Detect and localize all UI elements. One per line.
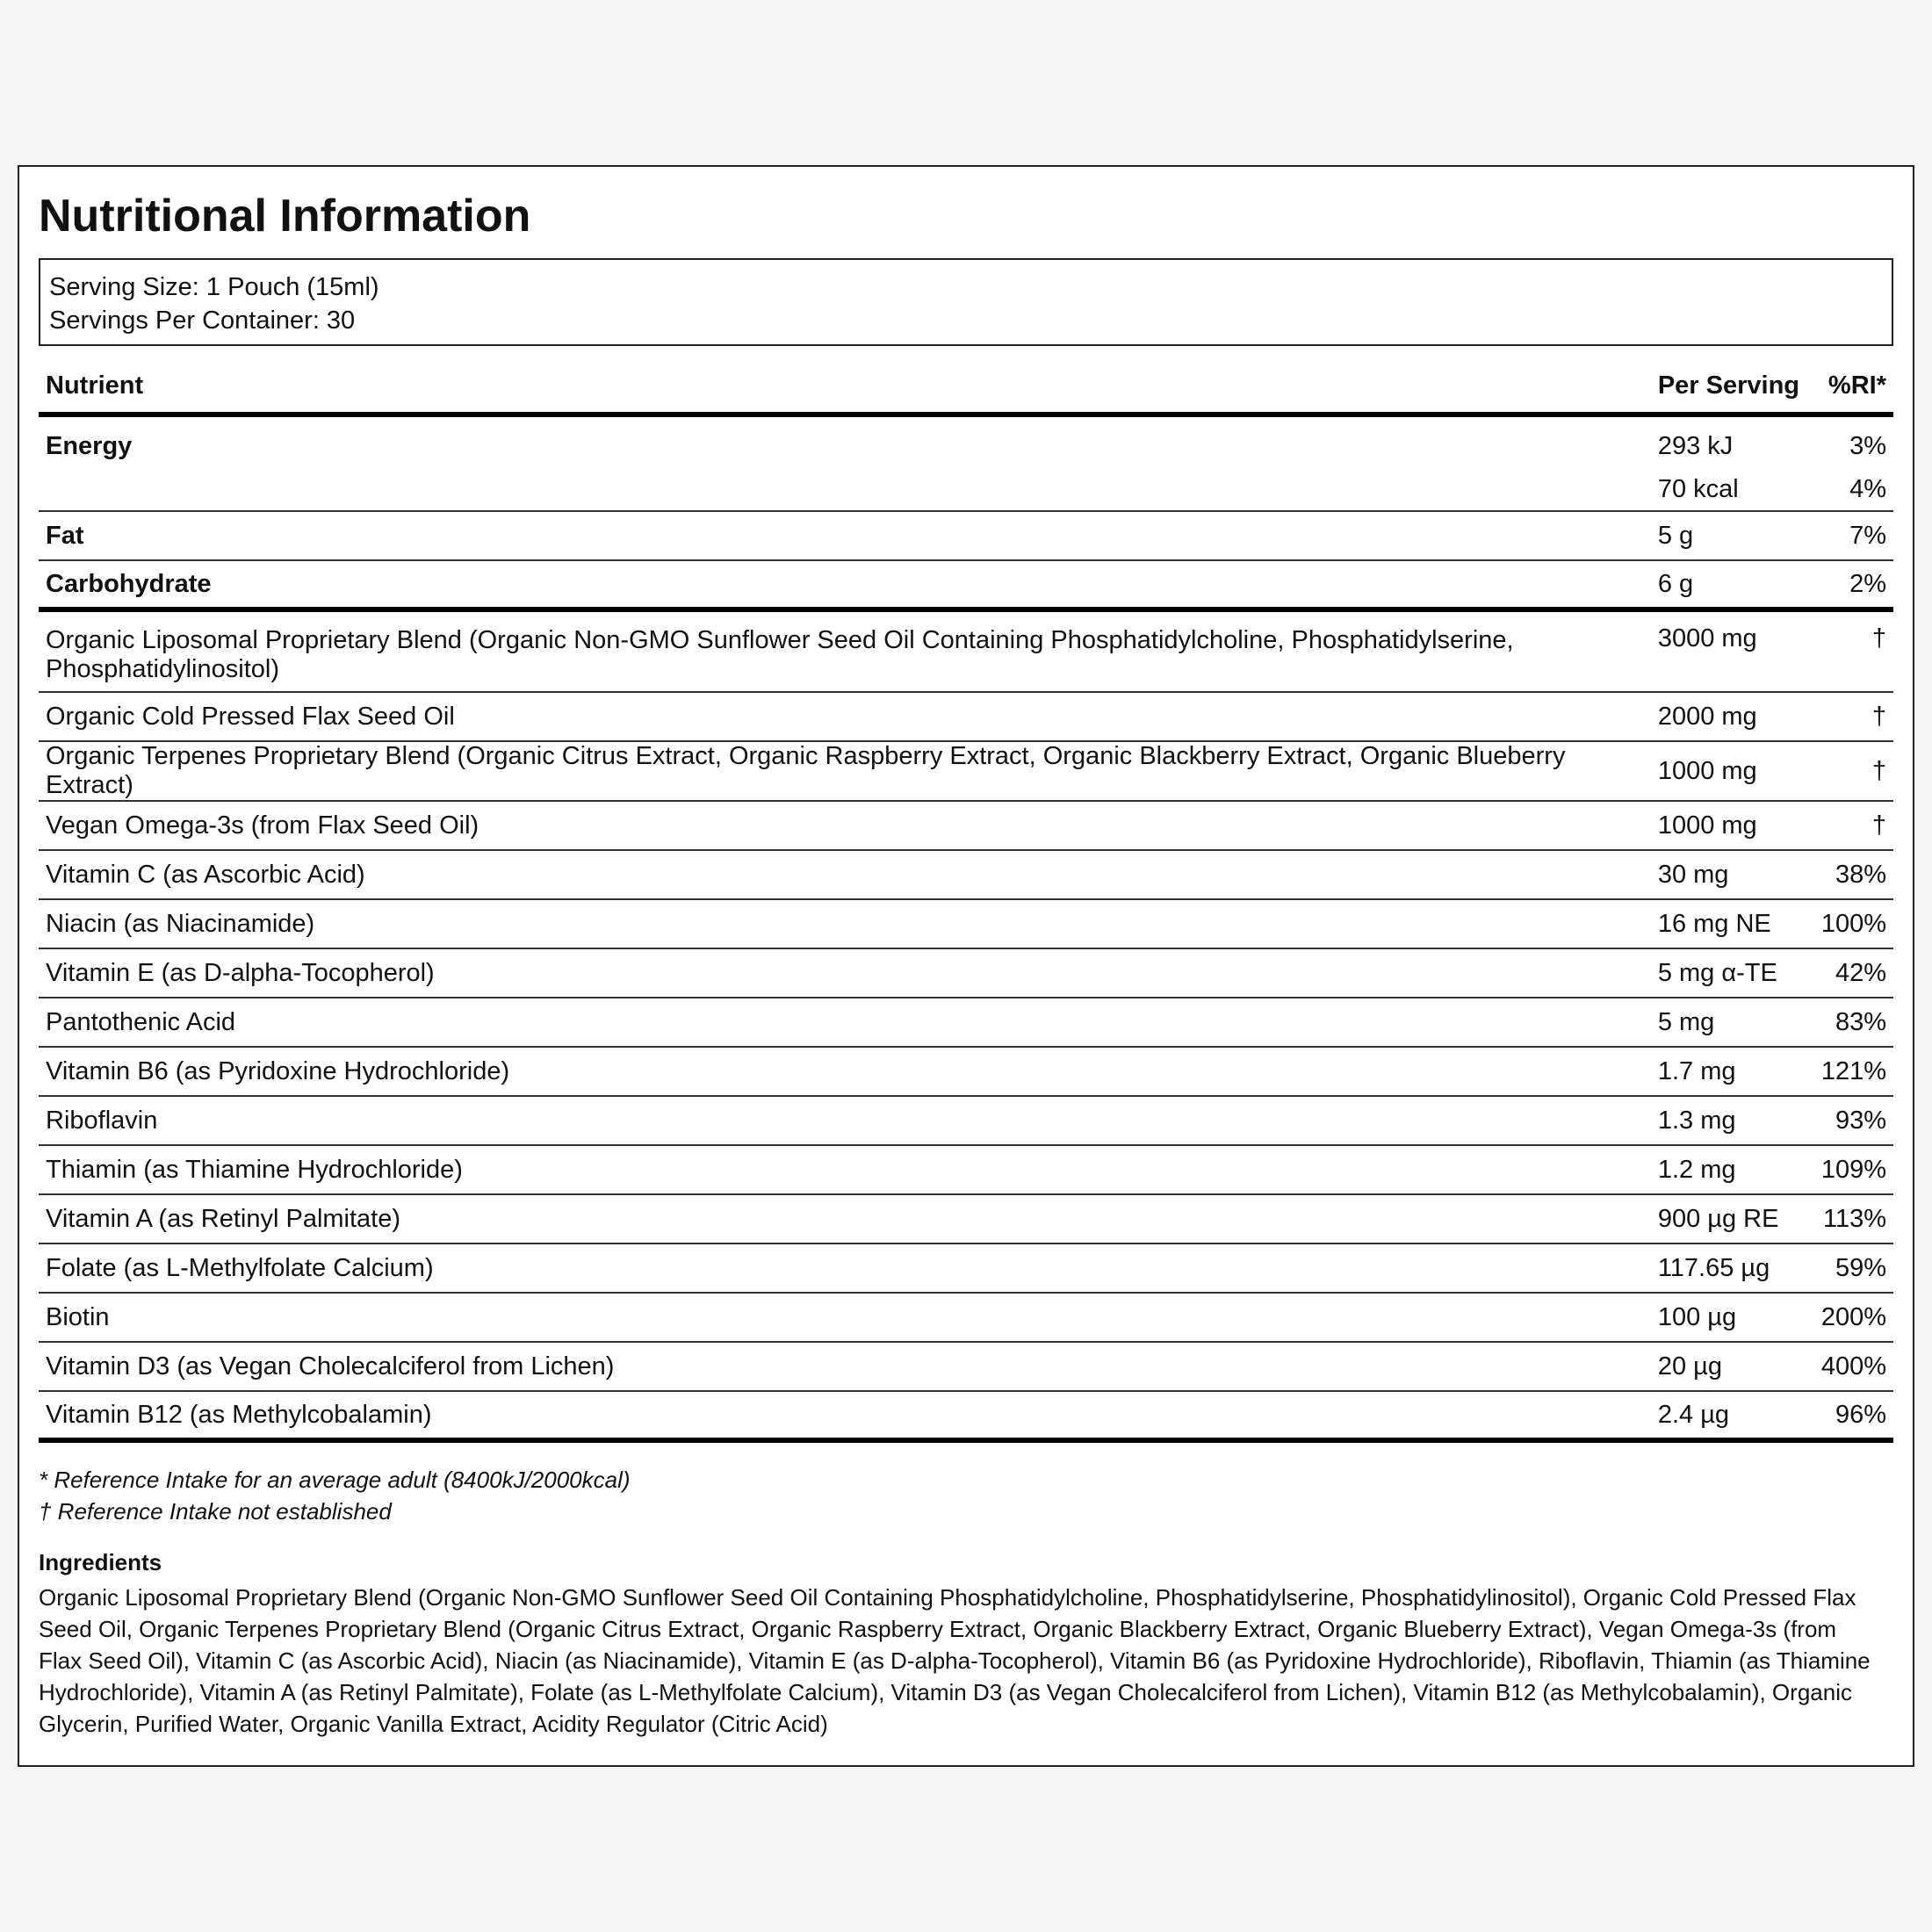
nutrient-name: Folate (as L-Methylfolate Calcium)	[46, 1253, 434, 1282]
nutrient-name: Vitamin B12 (as Methylcobalamin)	[46, 1400, 432, 1429]
nutrient-name: Vitamin D3 (as Vegan Cholecalciferol from Lichen)	[46, 1352, 615, 1381]
energy-kcal-ri: 4%	[1849, 475, 1886, 503]
nutrient-amount: 5 mg	[1657, 1007, 1715, 1036]
nutrient-amount: 2000 mg	[1657, 702, 1757, 731]
table-header-row	[39, 360, 1893, 415]
serving-size: Serving Size: 1 Pouch (15ml)	[49, 273, 379, 301]
nutrient-name: Organic Cold Pressed Flax Seed Oil	[46, 702, 455, 731]
table-row	[39, 1194, 1893, 1244]
carbohydrate-amount: 6 g	[1657, 569, 1694, 598]
nutrient-amount: 2.4 µg	[1657, 1400, 1730, 1429]
nutrient-ri: 93%	[1835, 1106, 1886, 1135]
nutrient-ri: †	[1871, 756, 1886, 785]
nutrient-amount: 1.2 mg	[1657, 1155, 1736, 1184]
table-row	[39, 1244, 1893, 1293]
nutrient-ri: 400%	[1820, 1352, 1886, 1381]
table-row	[39, 609, 1893, 692]
footnote-ri: * Reference Intake for an average adult (8400kJ/2000kcal)	[39, 1467, 631, 1493]
table-row	[39, 948, 1893, 998]
nutrient-name: Pantothenic Acid	[46, 1007, 236, 1036]
nutrient-amount: 16 mg NE	[1657, 909, 1771, 938]
footnotes	[39, 1464, 1893, 1527]
table-row	[39, 1342, 1893, 1391]
energy-row-kcal	[39, 469, 1893, 511]
table-row	[39, 899, 1893, 948]
nutrient-ri: †	[1871, 624, 1886, 652]
nutrient-amount: 3000 mg	[1657, 624, 1757, 652]
nutrient-ri: 121%	[1820, 1056, 1886, 1085]
nutrient-name: Organic Terpenes Proprietary Blend (Organic Citrus Extract, Organic Raspberry Extract, Organic Blackberry Extract, Organic Blueberry Extract)	[46, 742, 1566, 799]
carbohydrate-row	[39, 560, 1893, 609]
nutrient-amount: 5 mg α-TE	[1657, 958, 1777, 987]
nutrient-ri: 200%	[1820, 1302, 1886, 1331]
nutrient-ri: †	[1871, 702, 1886, 731]
table-row	[39, 1145, 1893, 1194]
nutrient-ri: 100%	[1820, 909, 1886, 938]
nutrient-amount: 1000 mg	[1657, 756, 1757, 785]
nutrition-label	[18, 165, 1914, 1767]
table-row	[39, 998, 1893, 1047]
nutrient-name: Riboflavin	[46, 1106, 158, 1135]
page-title: Nutritional Information	[39, 191, 531, 242]
nutrient-ri: 38%	[1835, 860, 1886, 889]
nutrient-amount: 20 µg	[1657, 1352, 1722, 1381]
fat-label: Fat	[46, 521, 84, 550]
nutrient-amount: 100 µg	[1657, 1302, 1737, 1331]
nutrient-ri: 59%	[1835, 1253, 1886, 1282]
nutrient-ri: 83%	[1835, 1007, 1886, 1036]
serving-info-box	[39, 258, 1893, 346]
nutrient-name: Vitamin C (as Ascorbic Acid)	[46, 860, 365, 889]
nutrient-name: Organic Liposomal Proprietary Blend (Organic Non-GMO Sunflower Seed Oil Containing Phosphatidylcholine, Phosphatidylserine, Phosphatidylinositol)	[46, 626, 1514, 683]
header-per-serving: Per Serving	[1651, 360, 1814, 415]
nutrient-amount: 117.65 µg	[1657, 1253, 1770, 1282]
nutrition-table	[39, 360, 1893, 1443]
nutrient-name: Vitamin A (as Retinyl Palmitate)	[46, 1204, 401, 1233]
carbohydrate-label: Carbohydrate	[46, 569, 212, 598]
table-row	[39, 692, 1893, 741]
energy-label: Energy	[46, 432, 133, 460]
nutrient-amount: 1000 mg	[1657, 811, 1757, 840]
energy-kj: 293 kJ	[1657, 432, 1734, 460]
energy-kcal: 70 kcal	[1657, 475, 1739, 503]
fat-ri: 7%	[1849, 521, 1886, 550]
header-nutrient: Nutrient	[39, 360, 1651, 415]
servings-per-container: Servings Per Container: 30	[49, 306, 356, 335]
header-ri: %RI*	[1814, 360, 1893, 415]
energy-kj-ri: 3%	[1849, 432, 1886, 460]
ingredients-heading: Ingredients	[39, 1549, 162, 1575]
nutrient-name: Vitamin E (as D-alpha-Tocopherol)	[46, 958, 435, 987]
nutrient-ri: 113%	[1822, 1204, 1886, 1233]
table-row	[39, 741, 1893, 801]
energy-row-kj	[39, 415, 1893, 469]
table-row	[39, 1047, 1893, 1096]
nutrient-amount: 1.3 mg	[1657, 1106, 1736, 1135]
nutrient-ri: 42%	[1835, 958, 1886, 987]
table-row	[39, 1391, 1893, 1440]
fat-amount: 5 g	[1657, 521, 1694, 550]
fat-row	[39, 511, 1893, 560]
nutrient-ri: †	[1871, 811, 1886, 840]
nutrient-amount: 900 µg RE	[1657, 1204, 1779, 1233]
nutrient-ri: 109%	[1820, 1155, 1886, 1184]
table-row	[39, 850, 1893, 899]
table-row	[39, 1096, 1893, 1145]
nutrient-amount: 1.7 mg	[1657, 1056, 1736, 1085]
table-row	[39, 801, 1893, 850]
nutrient-ri: 96%	[1835, 1400, 1886, 1429]
footnote-dagger: † Reference Intake not established	[39, 1498, 392, 1525]
nutrient-name: Thiamin (as Thiamine Hydrochloride)	[46, 1155, 463, 1184]
nutrient-amount: 30 mg	[1657, 860, 1729, 889]
table-row	[39, 1293, 1893, 1342]
carbohydrate-ri: 2%	[1849, 569, 1886, 598]
nutrient-name: Niacin (as Niacinamide)	[46, 909, 315, 938]
nutrient-name: Biotin	[46, 1302, 110, 1331]
nutrient-name: Vegan Omega-3s (from Flax Seed Oil)	[46, 811, 479, 840]
nutrient-name: Vitamin B6 (as Pyridoxine Hydrochloride)	[46, 1056, 510, 1085]
ingredients-text: Organic Liposomal Proprietary Blend (Organic Non-GMO Sunflower Seed Oil Containing Phosphatidylcholine, Phosphatidylserine, Phosphatidylinositol), Organic Cold Pressed Flax Seed Oil, Organic Terpenes Proprietary Blend (Organic Citrus Extract, Organic Raspberry Extract, Organic Blackberry Extract, Organic Blueberry Extract), Vegan Omega-3s (from Flax Seed Oil), Vitamin C (as Ascorbic Acid), Niacin (as Niacinamide), Vitamin E (as D-alpha-Tocopherol), Vitamin B6 (as Pyridoxine Hydrochloride), Riboflavin, Thiamin (as Thiamine Hydrochloride), Vitamin A (as Retinyl Palmitate), Folate (as L-Methylfolate Calcium), Vitamin D3 (as Vegan Cholecalciferol from Lichen), Vitamin B12 (as Methylcobalamin), Organic Glycerin, Purified Water, Organic Vanilla Extract, Acidity Regulator (Citric Acid)	[39, 1584, 1871, 1737]
